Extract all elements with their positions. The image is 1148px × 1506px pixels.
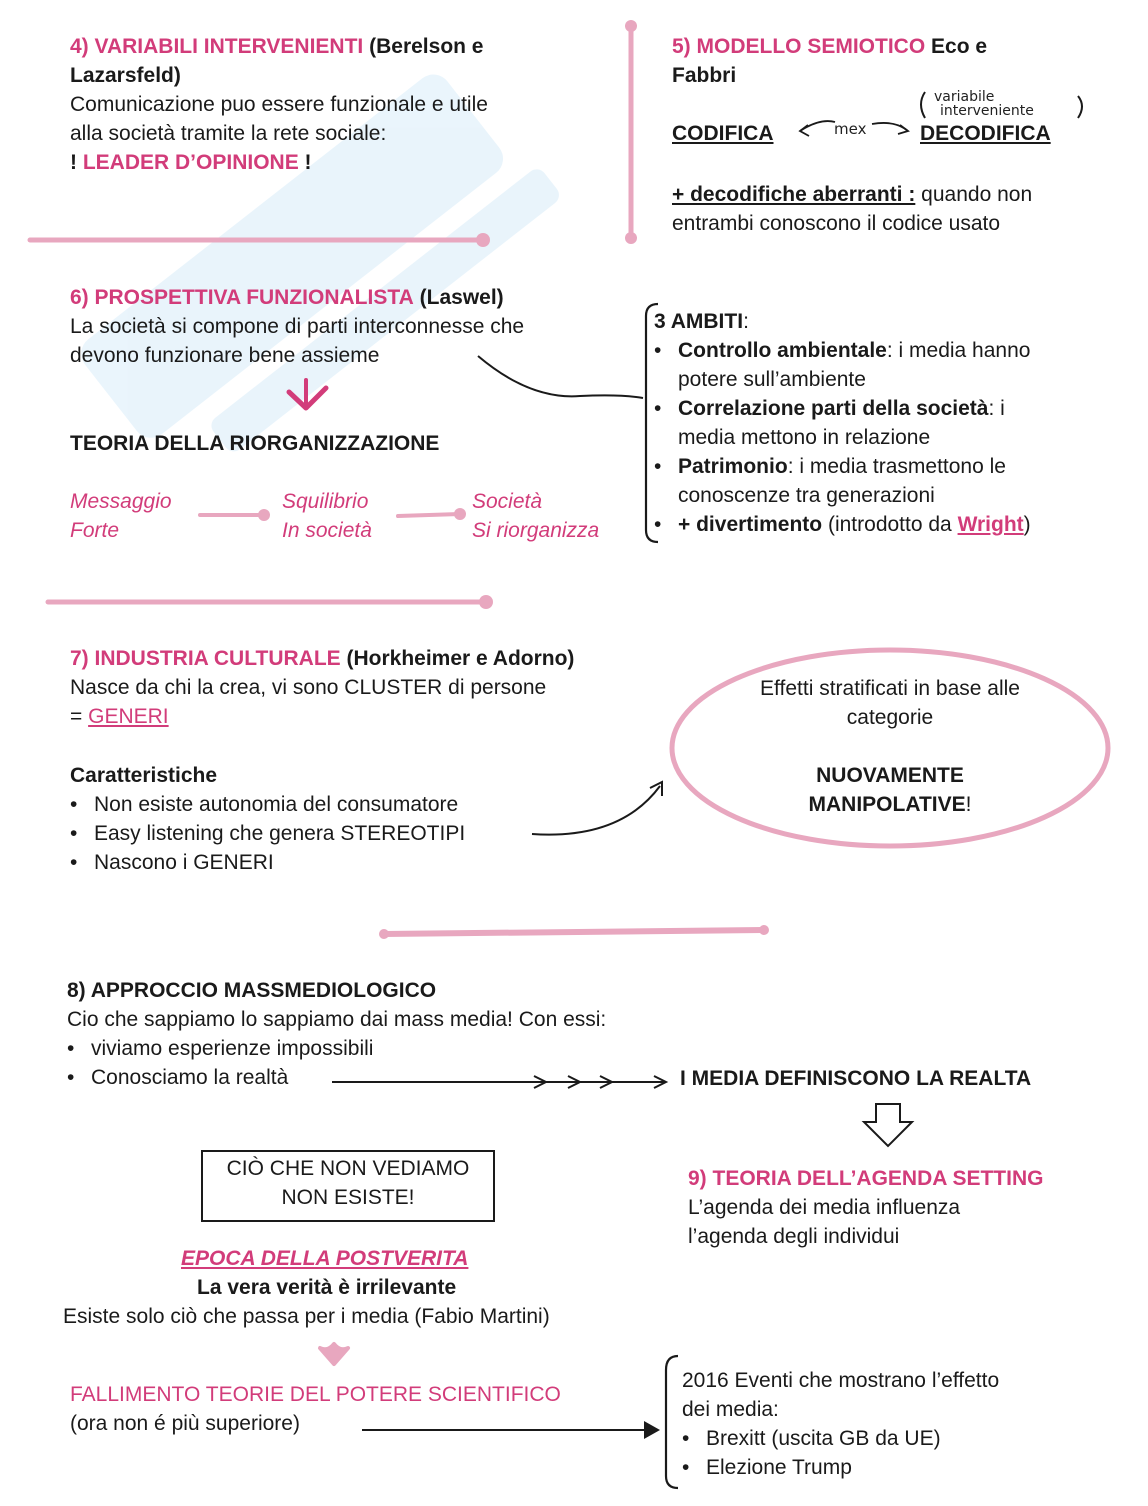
section-4-line-2: alla società tramite la rete sociale: [70, 122, 387, 145]
note-interveniente: interveniente [940, 103, 1034, 119]
section-7-title: 7) INDUSTRIA CULTURALE [70, 647, 341, 670]
oval-text: Effetti stratificati in base alle categorie NUOVAMENTE MANIPOLATIVE! [760, 677, 1020, 816]
section-5-authors: Eco e [931, 35, 988, 58]
list-item: • Non esiste autonomia del consumatore [70, 790, 590, 819]
exclamation-right: ! [304, 151, 312, 174]
wright-link: Wright [957, 513, 1024, 536]
section-5-authors-2: Fabbri [672, 64, 737, 87]
flow-step-3: Società Si riorganizza [472, 490, 600, 542]
non-esiste-box: CIÒ CHE NON VEDIAMO NON ESISTE! [201, 1150, 495, 1222]
divider-3 [384, 930, 764, 934]
list-item: • Correlazione parti della società: i [654, 394, 1124, 423]
flow-connector-2 [398, 514, 460, 516]
list-item: • Easy listening che genera STEREOTIPI [70, 819, 590, 848]
fallimento-subtitle: (ora non é più superiore) [70, 1412, 300, 1435]
teoria-riorganizzazione: TEORIA DELLA RIORGANIZZAZIONE [70, 432, 440, 455]
aberranti-text-2: entrambi conoscono il codice usato [672, 212, 1001, 235]
note-brace-left [921, 92, 925, 118]
leader-opinione: LEADER D’OPINIONE [82, 151, 299, 174]
section-9-line-1: L’agenda dei media influenza [688, 1196, 961, 1219]
fallimento-title: FALLIMENTO TEORIE DEL POTERE SCIENTIFICO [70, 1383, 561, 1406]
section-5 [672, 32, 1122, 90]
generi-link: GENERI [88, 705, 169, 728]
note-brace-right [1078, 96, 1082, 118]
list-item: • Nascono i GENERI [70, 848, 590, 877]
events-bracket [666, 1356, 678, 1488]
section-6 [70, 283, 630, 370]
vera-verita: La vera verità è irrilevante [197, 1276, 457, 1299]
section-4 [70, 32, 610, 177]
list-item: • Conosciamo la realtà [67, 1063, 707, 1092]
decodifica-label: DECODIFICA [920, 122, 1051, 145]
epoca-postverita: EPOCA DELLA POSTVERITA [181, 1247, 469, 1270]
flow-step-1: Messaggio Forte [70, 490, 172, 542]
note-variabile: variabile [934, 89, 995, 105]
section-7: 7) INDUSTRIA CULTURALE (Horkheimer e Adorno) Nasce da chi la crea, vi sono CLUSTER di persone = GENERI [70, 644, 670, 731]
esiste-solo: Esiste solo ciò che passa per i media (Fabio Martini) [63, 1305, 550, 1328]
ambiti-title: 3 AMBITI [654, 310, 744, 333]
section-7-line-1: Nasce da chi la crea, vi sono CLUSTER di persone [70, 676, 547, 699]
caratteristiche-list [70, 761, 590, 877]
ambiti-list: 3 AMBITI: • Controllo ambientale: i media hanno potere sull’ambiente • Correlazione parti della società: i media mettono in relazione • Patrimonio: i media trasmettono le conoscenze tra generazioni • + divertimento (introdotto da Wright) [654, 307, 1124, 539]
exclamation-left: ! [70, 151, 77, 174]
section-8-title: 8) APPROCCIO MASSMEDIOLOGICO [67, 979, 437, 1002]
section-6-authors: (Laswel) [419, 286, 504, 309]
list-item: • viviamo esperienze impossibili [67, 1034, 707, 1063]
aberranti-block [672, 180, 1132, 238]
list-item: • Brexitt (uscita GB da UE) [682, 1424, 1122, 1453]
media-definiscono: I MEDIA DEFINISCONO LA REALTA [680, 1067, 1032, 1090]
list-item: • + divertimento (introdotto da Wright) [654, 510, 1124, 539]
events-line-2: dei media: [682, 1398, 779, 1421]
section-6-title: 6) PROSPETTIVA FUNZIONALISTA [70, 286, 414, 309]
list-item: • Elezione Trump [682, 1453, 1122, 1482]
section-9-line-2: l’agenda degli individui [688, 1225, 900, 1248]
section-8-line-1: Cio che sappiamo lo sappiamo dai mass media! Con essi: [67, 1008, 607, 1031]
section-8 [67, 976, 707, 1092]
list-item: • Patrimonio: i media trasmettono le [654, 452, 1124, 481]
down-arrow-pink-2 [320, 1344, 348, 1364]
section-9 [688, 1164, 1128, 1251]
list-item: • Controllo ambientale: i media hanno [654, 336, 1124, 365]
section-5-title: 5) MODELLO SEMIOTICO [672, 35, 926, 58]
caratteristiche-title: Caratteristiche [70, 764, 218, 787]
section-6-line-1: La società si compone di parti interconnesse che [70, 315, 525, 338]
aberranti-label: + decodifiche aberranti : [672, 183, 916, 206]
codifica-label: CODIFICA [672, 122, 774, 145]
events-block [682, 1366, 1122, 1482]
section-7-authors: (Horkheimer e Adorno) [346, 647, 575, 670]
section-4-title: 4) VARIABILI INTERVENIENTI [70, 35, 364, 58]
section-4-authors-2: Lazarsfeld) [70, 64, 181, 87]
hollow-down-arrow [864, 1104, 912, 1146]
aberranti-text-1: quando non [921, 183, 1033, 206]
section-4-line-1: Comunicazione puo essere funzionale e utile [70, 93, 488, 116]
section-4-authors: (Berelson e [369, 35, 484, 58]
section-6-line-2: devono funzionare bene assieme [70, 344, 380, 367]
events-line-1: 2016 Eventi che mostrano l’effetto [682, 1369, 1000, 1392]
mex-label: mex [834, 120, 867, 138]
flow-step-2: Squilibrio In società [282, 490, 372, 542]
section-9-title: 9) TEORIA DELL’AGENDA SETTING [688, 1167, 1044, 1190]
